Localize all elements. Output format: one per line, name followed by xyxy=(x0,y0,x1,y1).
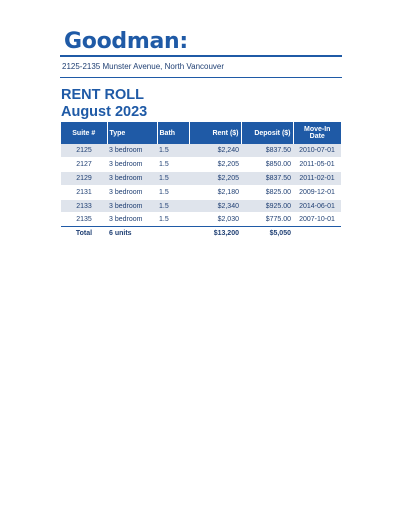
table-row xyxy=(61,171,341,185)
goodman-logo: Goodman: xyxy=(64,29,188,54)
total-units: 6 units xyxy=(107,227,157,240)
cell-type: 3 bedroom xyxy=(107,157,157,171)
header-move-in-date: Move-In Date xyxy=(293,122,341,144)
total-bath-empty xyxy=(157,227,189,240)
cell-rent: $2,030 xyxy=(189,213,241,227)
cell-bath: 1.5 xyxy=(157,199,189,213)
header-bath: Bath xyxy=(157,122,189,144)
cell-rent: $2,180 xyxy=(189,185,241,199)
document-title: RENT ROLL xyxy=(61,87,144,103)
cell-move-in-date: 2011-05-01 xyxy=(293,157,341,171)
cell-bath: 1.5 xyxy=(157,213,189,227)
cell-type: 3 bedroom xyxy=(107,199,157,213)
total-date-empty xyxy=(293,227,341,240)
cell-suite: 2131 xyxy=(61,185,107,199)
cell-bath: 1.5 xyxy=(157,157,189,171)
cell-rent: $2,205 xyxy=(189,171,241,185)
cell-type: 3 bedroom xyxy=(107,213,157,227)
table-row xyxy=(61,157,341,171)
header-rule-bottom xyxy=(60,77,342,78)
cell-deposit: $825.00 xyxy=(241,185,293,199)
total-deposit: $5,050 xyxy=(241,227,293,240)
cell-rent: $2,340 xyxy=(189,199,241,213)
table-row xyxy=(61,185,341,199)
cell-bath: 1.5 xyxy=(157,144,189,157)
cell-move-in-date: 2011-02-01 xyxy=(293,171,341,185)
cell-type: 3 bedroom xyxy=(107,185,157,199)
cell-move-in-date: 2007-10-01 xyxy=(293,213,341,227)
total-rent: $13,200 xyxy=(189,227,241,240)
header-rent: Rent ($) xyxy=(189,122,241,144)
header-suite: Suite # xyxy=(61,122,107,144)
cell-suite: 2127 xyxy=(61,157,107,171)
cell-type: 3 bedroom xyxy=(107,171,157,185)
header-deposit: Deposit ($) xyxy=(241,122,293,144)
cell-rent: $2,240 xyxy=(189,144,241,157)
cell-bath: 1.5 xyxy=(157,185,189,199)
cell-deposit: $837.50 xyxy=(241,171,293,185)
document-period: August 2023 xyxy=(61,104,148,120)
table-total-row xyxy=(61,227,341,240)
cell-move-in-date: 2014-06-01 xyxy=(293,199,341,213)
cell-suite: 2129 xyxy=(61,171,107,185)
rent-roll-table xyxy=(61,122,341,239)
cell-suite: 2133 xyxy=(61,199,107,213)
cell-move-in-date: 2010-07-01 xyxy=(293,144,341,157)
property-address: 2125-2135 Munster Avenue, North Vancouver xyxy=(62,62,225,71)
total-label: Total xyxy=(61,227,107,240)
cell-type: 3 bedroom xyxy=(107,144,157,157)
cell-deposit: $850.00 xyxy=(241,157,293,171)
table-row xyxy=(61,144,341,157)
cell-suite: 2135 xyxy=(61,213,107,227)
cell-deposit: $837.50 xyxy=(241,144,293,157)
header-rule-top xyxy=(60,55,342,57)
table-header-row xyxy=(61,122,341,144)
cell-deposit: $775.00 xyxy=(241,213,293,227)
table-row xyxy=(61,213,341,227)
cell-suite: 2125 xyxy=(61,144,107,157)
cell-rent: $2,205 xyxy=(189,157,241,171)
header-type: Type xyxy=(107,122,157,144)
table-row xyxy=(61,199,341,213)
cell-deposit: $925.00 xyxy=(241,199,293,213)
cell-move-in-date: 2009-12-01 xyxy=(293,185,341,199)
cell-bath: 1.5 xyxy=(157,171,189,185)
